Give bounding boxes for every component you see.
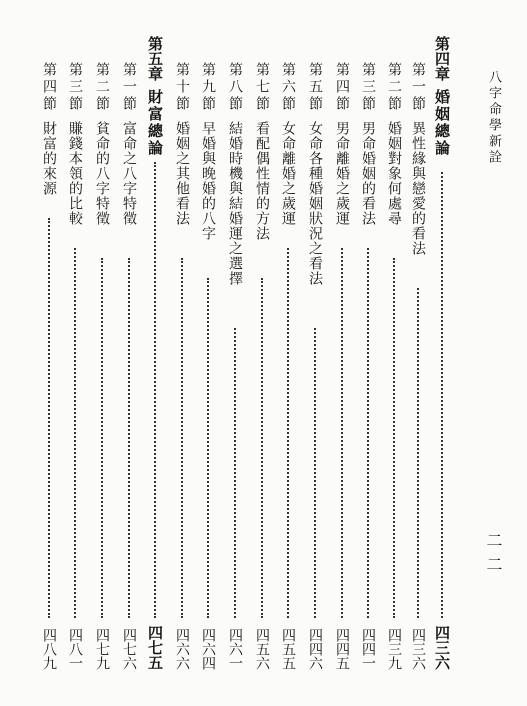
toc-section-entry[interactable] [250, 36, 274, 670]
toc-section-entry[interactable] [406, 36, 430, 670]
page-number: 二二 [484, 532, 503, 580]
toc-leader-dots [417, 288, 419, 618]
toc-leader-dots [234, 328, 236, 618]
toc-entry-title: 婚姻總論 [433, 89, 451, 157]
toc-entry-label: 第四節 [334, 62, 350, 113]
toc-section-entry[interactable] [90, 36, 114, 670]
toc-entry-title: 看配偶性情的方法 [254, 121, 270, 241]
toc-leader-dots [101, 258, 103, 618]
toc-entry-title: 貧命的八字特徵 [94, 121, 110, 226]
toc-section-entry[interactable] [223, 36, 247, 670]
toc-page-number: 四八一 [67, 628, 83, 670]
toc-entry-title: 女命各種婚姻狀況之看法 [307, 121, 323, 286]
toc-entry-title: 男命離婚之歲運 [334, 121, 350, 226]
toc-entry-label: 第四節 [41, 62, 57, 113]
toc-leader-dots [48, 218, 50, 618]
toc-entry-label: 第七節 [254, 62, 270, 113]
toc-entry-label: 第三節 [67, 62, 83, 113]
toc-page-number: 四五五 [280, 628, 296, 670]
toc-page-number: 四四六 [307, 628, 323, 670]
toc-page-number: 四三六 [433, 625, 451, 670]
toc-page-number: 四三九 [386, 628, 402, 670]
toc-page-number: 四七六 [121, 628, 137, 670]
toc-entry-label: 第一節 [121, 62, 137, 113]
toc-entry-label: 第二節 [94, 62, 110, 113]
running-head: 八字命學新詮 [486, 70, 501, 166]
toc-entry-title: 男命婚姻的看法 [360, 121, 376, 226]
toc-leader-dots [128, 258, 130, 618]
toc-entry-label: 第一節 [410, 62, 426, 113]
toc-leader-dots [393, 258, 395, 618]
toc-page-number: 四六六 [174, 628, 190, 670]
toc-entry-label: 第六節 [280, 62, 296, 113]
toc-leader-dots [441, 172, 443, 618]
toc-section-entry[interactable] [276, 36, 300, 670]
toc-page-number: 四六四 [200, 628, 216, 670]
toc-entry-label: 第四章 [433, 36, 451, 81]
toc-section-entry[interactable] [382, 36, 406, 670]
toc-entry-title: 賺錢本領的比較 [67, 121, 83, 226]
toc-chapter-entry[interactable] [430, 36, 454, 670]
toc-section-entry[interactable] [117, 36, 141, 670]
toc-page-number: 四四五 [334, 628, 350, 670]
toc-entry-label: 第九節 [200, 62, 216, 113]
toc-entry-label: 第二節 [386, 62, 402, 113]
toc-leader-dots [314, 328, 316, 618]
toc-section-entry[interactable] [330, 36, 354, 670]
toc-leader-dots [154, 162, 156, 618]
toc-page-number: 四四一 [360, 628, 376, 670]
toc-entry-label: 第八節 [227, 62, 243, 113]
toc-section-entry[interactable] [356, 36, 380, 670]
toc-page-number: 四八九 [41, 628, 57, 670]
toc-section-entry[interactable] [63, 36, 87, 670]
toc-page-number: 四七五 [146, 625, 164, 670]
toc-entry-title: 早婚與晚婚的八字 [200, 121, 216, 241]
toc-entry-label: 第十節 [174, 62, 190, 113]
toc-leader-dots [341, 248, 343, 618]
toc-leader-dots [74, 248, 76, 618]
toc-page-number: 四六一 [227, 628, 243, 670]
toc-leader-dots [181, 258, 183, 618]
toc-entry-title: 異性緣與戀愛的看法 [410, 121, 426, 256]
toc-section-entry[interactable] [37, 36, 61, 670]
toc-entry-title: 結婚時機與結婚運之選擇 [227, 121, 243, 286]
toc-entry-label: 第五節 [307, 62, 323, 113]
toc-entry-label: 第五章 [146, 36, 164, 81]
toc-page-number: 四三六 [410, 628, 426, 670]
toc-entry-title: 女命離婚之歲運 [280, 121, 296, 226]
toc-section-entry[interactable] [303, 36, 327, 670]
toc-leader-dots [367, 248, 369, 618]
toc-entry-title: 婚姻之其他看法 [174, 121, 190, 226]
toc-page-number: 四五六 [254, 628, 270, 670]
toc-entry-title: 財富的來源 [41, 121, 57, 196]
toc-leader-dots [207, 278, 209, 618]
toc-page-number: 四七九 [94, 628, 110, 670]
toc-entry-title: 財富總論 [146, 89, 164, 157]
toc-leader-dots [287, 248, 289, 618]
toc-section-entry[interactable] [196, 36, 220, 670]
toc-chapter-entry[interactable] [143, 36, 167, 670]
toc-entry-label: 第三節 [360, 62, 376, 113]
toc-entry-title: 富命之八字特徵 [121, 121, 137, 226]
toc-entry-title: 婚姻對象何處尋 [386, 121, 402, 226]
toc-section-entry[interactable] [170, 36, 194, 670]
toc-leader-dots [261, 278, 263, 618]
